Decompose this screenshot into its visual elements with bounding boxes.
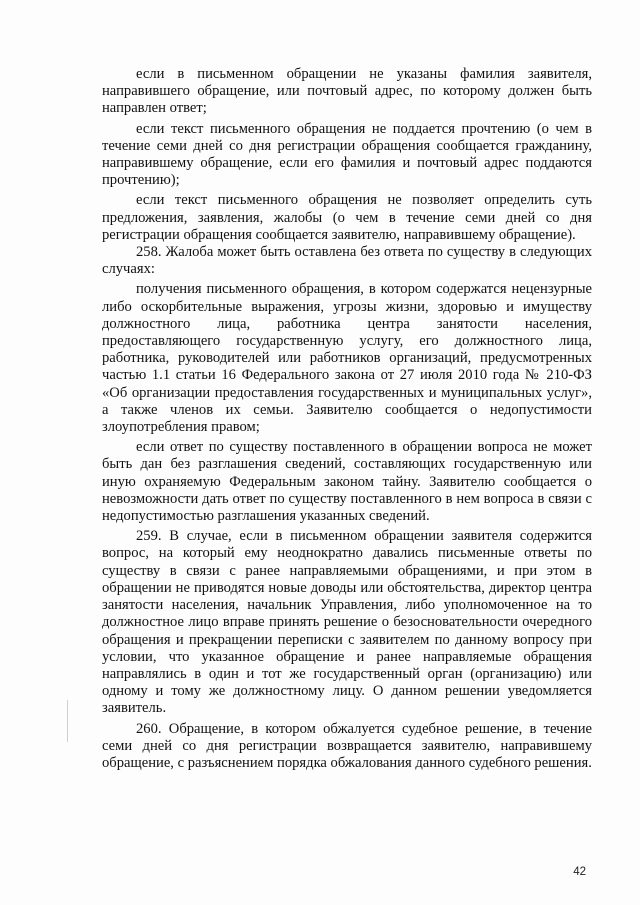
document-body: [102, 66, 592, 772]
paragraph-unreadable-text: если текст письменного обращения не поддается прочтению (о чем в течение семи дней со дня регистрации обращения сообщается гражданину, направившему обращение, если его фамилия и почтовый адрес поддаются прочтению);: [102, 120, 592, 189]
paragraph-258: 258. Жалоба может быть оставлена без ответа по существу в следующих случаях:: [102, 244, 592, 278]
paragraph-secret-info: если ответ по существу поставленного в обращении вопроса не может быть дан без разглашения сведений, составляющих государственную или иную охраняемую Федеральным законом тайну. Заявителю сообщается о невозможности дать ответ по существу поставленного в нем вопроса в связи с недопустимостью разглашения указанных сведений.: [102, 439, 592, 525]
paragraph-260: 260. Обращение, в котором обжалуется судебное решение, в течение семи дней со дня регистрации возвращается заявителю, направившему обращение, с разъяснением порядка обжалования данного судебного решения.: [102, 720, 592, 771]
paragraph-259: 259. В случае, если в письменном обращении заявителя содержится вопрос, на который ему неоднократно давались письменные ответы по существу в связи с ранее направляемыми обращениями, и при этом в обращении не приводятся новые доводы или обстоятельства, директор центра занятости населения, начальник Управления, либо уполномоченное на то должностное лицо вправе принять решение о безосновательности очередного обращения и прекращении переписки с заявителем по данному вопросу при условии, что указанное обращение и ранее направляемые обращения направлялись в один и тот же государственный орган (организацию) или одному и тому же должностному лицу. О данном решении уведомляется заявитель.: [102, 528, 592, 717]
page-number: 42: [573, 866, 586, 878]
paragraph-offensive-content: получения письменного обращения, в котором содержатся нецензурные либо оскорбительные выражения, угрозы жизни, здоровью и имуществу должностного лица, работника центра занятости населения, предоставляющего государственную услугу, его должностного лица, работника, руководителей или работников организаций, предусмотренных частью 1.1 статьи 16 Федерального закона от 27 июля 2010 года № 210-ФЗ «Об организации предоставления государственных и муниципальных услуг», а также членов их семьи. Заявителю сообщается о недопустимости злоупотребления правом;: [102, 281, 592, 436]
paragraph-no-surname: если в письменном обращении не указаны фамилия заявителя, направившего обращение, или почтовый адрес, по которому должен быть направлен ответ;: [102, 66, 592, 117]
scan-margin-mark: [67, 700, 68, 742]
paragraph-undefined-essence: если текст письменного обращения не позволяет определить суть предложения, заявления, жалобы (о чем в течение семи дней со дня регистрации обращения сообщается заявителю, направившему обращение).: [102, 192, 592, 243]
